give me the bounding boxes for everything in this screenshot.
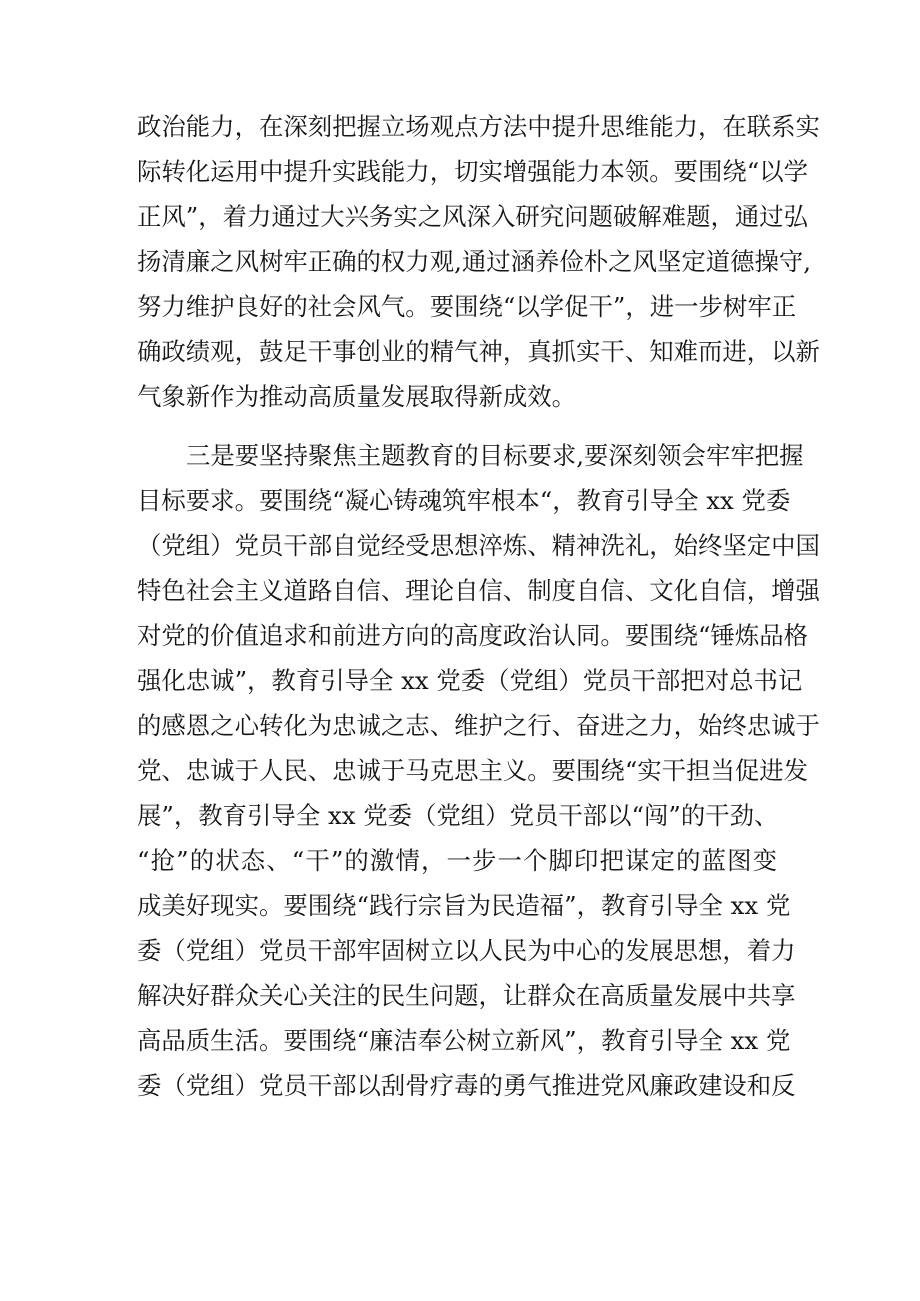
text-line: 目标要求。要围绕“凝心铸魂筑牢根本“，教育引导全 xx 党委 bbox=[137, 486, 791, 515]
text-line: 对党的价值追求和前进方向的高度政治认同。要围绕“锤炼品格 bbox=[137, 621, 809, 650]
text-line: 气象新作为推动高质量发展取得新成效。 bbox=[137, 382, 577, 411]
text-line: 解决好群众关心关注的民生问题，让群众在高质量发展中共享 bbox=[137, 981, 796, 1010]
text-line: 委（党组）党员干部牢固树立以人民为中心的发展思想，着力 bbox=[137, 936, 796, 965]
text-line: 委（党组）党员干部以刮骨疗毒的勇气推进党风廉政建设和反 bbox=[137, 1071, 796, 1100]
text-line: 党、忠诚于人民、忠诚于马克思主义。要围绕“实干担当促进发 bbox=[137, 756, 809, 785]
text-line: （党组）党员干部自觉经受思想淬炼、精神洗礼，始终坚定中国 bbox=[137, 531, 820, 560]
text-line: 高品质生活。要围绕“廉洁奉公树立新风”，教育引导全 xx 党 bbox=[137, 1026, 791, 1055]
text-line: 确政绩观，鼓足干事创业的精气神，真抓实干、知难而进，以新 bbox=[137, 337, 820, 366]
text-line: 际转化运用中提升实践能力，切实增强能力本领。要围绕“以学 bbox=[137, 157, 809, 186]
text-line: 的感恩之心转化为忠诚之志、维护之行、奋进之力，始终忠诚于 bbox=[137, 711, 820, 740]
text-line: “抢”的状态、“干”的激情，一步一个脚印把谋定的蓝图变 bbox=[137, 846, 777, 875]
paragraph-first-line: 三是要坚持聚焦主题教育的目标要求,要深刻领会牢牢把握 bbox=[186, 441, 804, 470]
text-line: 成美好现实。要围绕“践行宗旨为民造福”，教育引导全 xx 党 bbox=[137, 891, 791, 920]
text-line: 政治能力，在深刻把握立场观点方法中提升思维能力，在联系实 bbox=[137, 112, 820, 141]
text-line: 努力维护良好的社会风气。要围绕“以学促干”，进一步树牢正 bbox=[137, 292, 797, 321]
text-line: 正风”，着力通过大兴务实之风深入研究问题破解难题，通过弘 bbox=[137, 202, 809, 231]
text-line: 特色社会主义道路自信、理论自信、制度自信、文化自信，增强 bbox=[137, 576, 820, 605]
text-line: 扬清廉之风树牢正确的权力观,通过涵养俭朴之风坚定道德操守, bbox=[137, 247, 812, 276]
text-line: 强化忠诚”，教育引导全 xx 党委（党组）党员干部把对总书记 bbox=[137, 666, 803, 695]
text-line: 展”，教育引导全 xx 党委（党组）党员干部以“闯”的干劲、 bbox=[137, 801, 779, 830]
